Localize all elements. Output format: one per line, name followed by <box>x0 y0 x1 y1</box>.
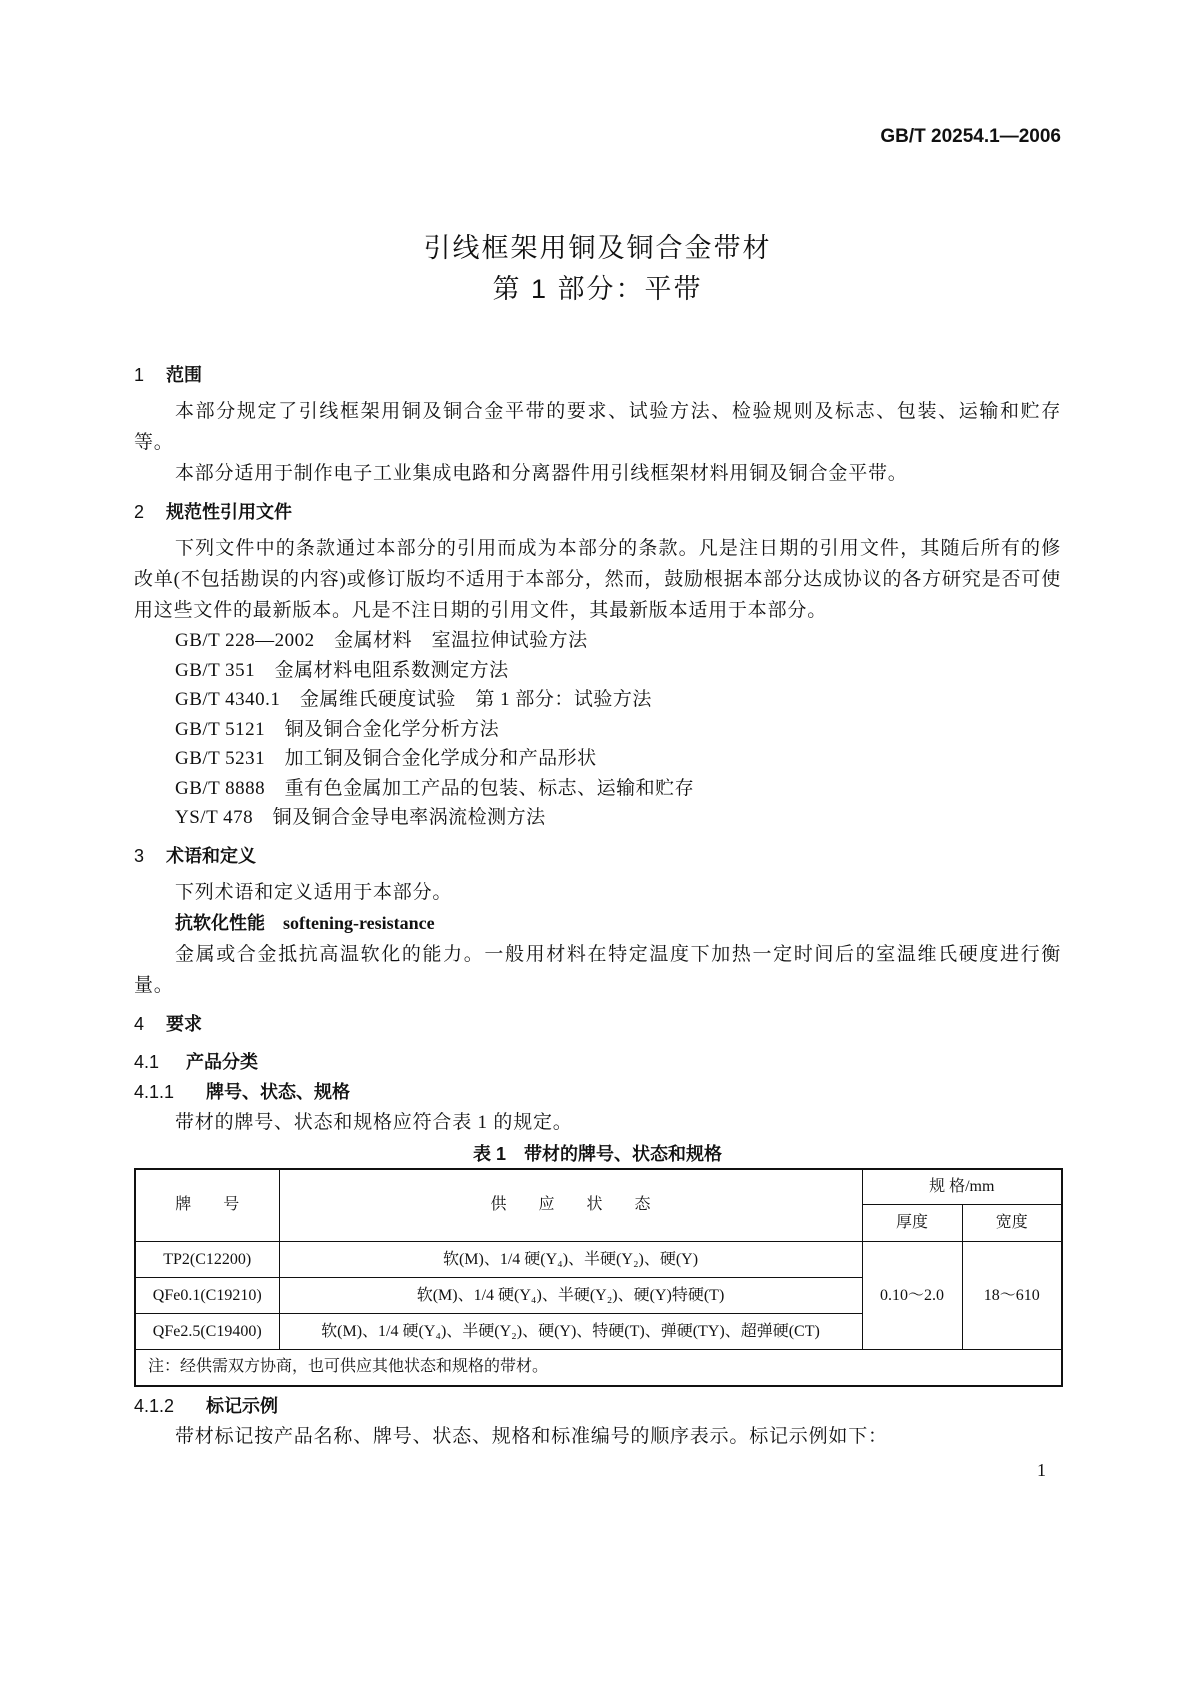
table-note: 注：经供需双方协商，也可供应其他状态和规格的带材。 <box>135 1350 1062 1386</box>
header-width: 宽度 <box>962 1205 1062 1242</box>
grade-cell: TP2(C12200) <box>135 1242 279 1278</box>
paragraph: 带材的牌号、状态和规格应符合表 1 的规定。 <box>175 1111 573 1133</box>
section-number: 4.1.1 <box>134 1081 175 1102</box>
section-number: 4.1 <box>134 1051 160 1072</box>
term-definition: 抗软化性能 softening-resistance <box>175 912 435 933</box>
state-cell: 软(M)、1/4 硬(Y₄)、半硬(Y₂)、硬(Y)、特硬(T)、弹硬(TY)、超弹硬(CT) <box>279 1314 862 1350</box>
section-4-1-1-heading <box>134 1077 1061 1107</box>
reference-item: GB/T 351 金属材料电阻系数测定方法 <box>175 659 509 681</box>
header-grade: 牌 号 <box>135 1169 279 1242</box>
header-spec: 规 格/mm <box>862 1169 1062 1205</box>
standard-number: GB/T 20254.1—2006 <box>880 126 1061 147</box>
section-title: 牌号、状态、规格 <box>206 1081 350 1102</box>
reference-item: GB/T 8888 重有色金属加工产品的包装、标志、运输和贮存 <box>175 777 695 799</box>
thickness-cell: 0.10～2.0 <box>862 1242 962 1350</box>
header-state: 供 应 状 态 <box>279 1169 862 1242</box>
paragraph: 下列术语和定义适用于本部分。 <box>175 881 453 903</box>
state-cell: 软(M)、1/4 硬(Y₄)、半硬(Y₂)、硬(Y)特硬(T) <box>279 1278 862 1314</box>
section-number: 3 <box>134 845 145 866</box>
reference-list <box>134 626 1061 833</box>
section-4-heading <box>134 1009 1061 1039</box>
section-4-1-heading <box>134 1047 1061 1077</box>
section-1-heading <box>134 360 1061 390</box>
section-title: 规范性引用文件 <box>166 502 292 522</box>
reference-item: GB/T 5231 加工铜及铜合金化学成分和产品形状 <box>175 748 597 769</box>
paragraph: 下列文件中的条款通过本部分的引用而成为本部分的条款。凡是注日期的引用文件，其随后所有的修改单(不包括勘误的内容)或修订版均不适用于本部分，然而，鼓励根据本部分达成协议的各方研究是否可使用这些文件的最新版本。凡是不注日期的引用文件，其最新版本适用于本部分。 <box>134 538 1061 621</box>
paragraph: 本部分适用于制作电子工业集成电路和分离器件用引线框架材料用铜及铜合金平带。 <box>175 463 908 484</box>
table-row <box>135 1242 1062 1278</box>
section-3-heading <box>134 841 1061 871</box>
section-number: 4 <box>134 1013 145 1034</box>
page-number: 1 <box>1037 1459 1046 1480</box>
reference-item: GB/T 4340.1 金属维氏硬度试验 第 1 部分：试验方法 <box>175 689 652 710</box>
paragraph: 带材标记按产品名称、牌号、状态、规格和标准编号的顺序表示。标记示例如下： <box>175 1425 888 1447</box>
section-title: 产品分类 <box>186 1051 258 1072</box>
width-cell: 18～610 <box>962 1242 1062 1350</box>
table-caption: 表 1 带材的牌号、状态和规格 <box>472 1143 722 1164</box>
reference-item: YS/T 478 铜及铜合金导电率涡流检测方法 <box>175 807 546 828</box>
grade-cell: QFe0.1(C19210) <box>135 1278 279 1314</box>
section-2-heading <box>134 497 1061 527</box>
reference-item: GB/T 5121 铜及铜合金化学分析方法 <box>175 718 500 740</box>
grade-cell: QFe2.5(C19400) <box>135 1314 279 1350</box>
reference-item: GB/T 228—2002 金属材料 室温拉伸试验方法 <box>175 630 588 651</box>
section-number: 4.1.2 <box>134 1395 175 1416</box>
section-4-1-2-heading <box>134 1391 1061 1421</box>
section-number: 2 <box>134 502 145 522</box>
header-thickness: 厚度 <box>862 1205 962 1242</box>
document-title: 引线框架用铜及铜合金带材 <box>423 233 772 263</box>
section-title: 标记示例 <box>206 1395 278 1416</box>
section-title: 术语和定义 <box>166 845 256 866</box>
paragraph: 本部分规定了引线框架用铜及铜合金平带的要求、试验方法、检验规则及标志、包装、运输和贮存等。 <box>134 401 1061 453</box>
section-title: 范围 <box>166 365 202 385</box>
state-cell: 软(M)、1/4 硬(Y₄)、半硬(Y₂)、硬(Y) <box>279 1242 862 1278</box>
grade-state-spec-table <box>134 1168 1063 1387</box>
document-subtitle: 第 1 部分：平带 <box>492 274 703 304</box>
section-number: 1 <box>134 365 145 385</box>
document-page <box>134 124 1061 1482</box>
paragraph: 金属或合金抵抗高温软化的能力。一般用材料在特定温度下加热一定时间后的室温维氏硬度进行衡量。 <box>134 943 1061 996</box>
section-title: 要求 <box>166 1013 202 1034</box>
